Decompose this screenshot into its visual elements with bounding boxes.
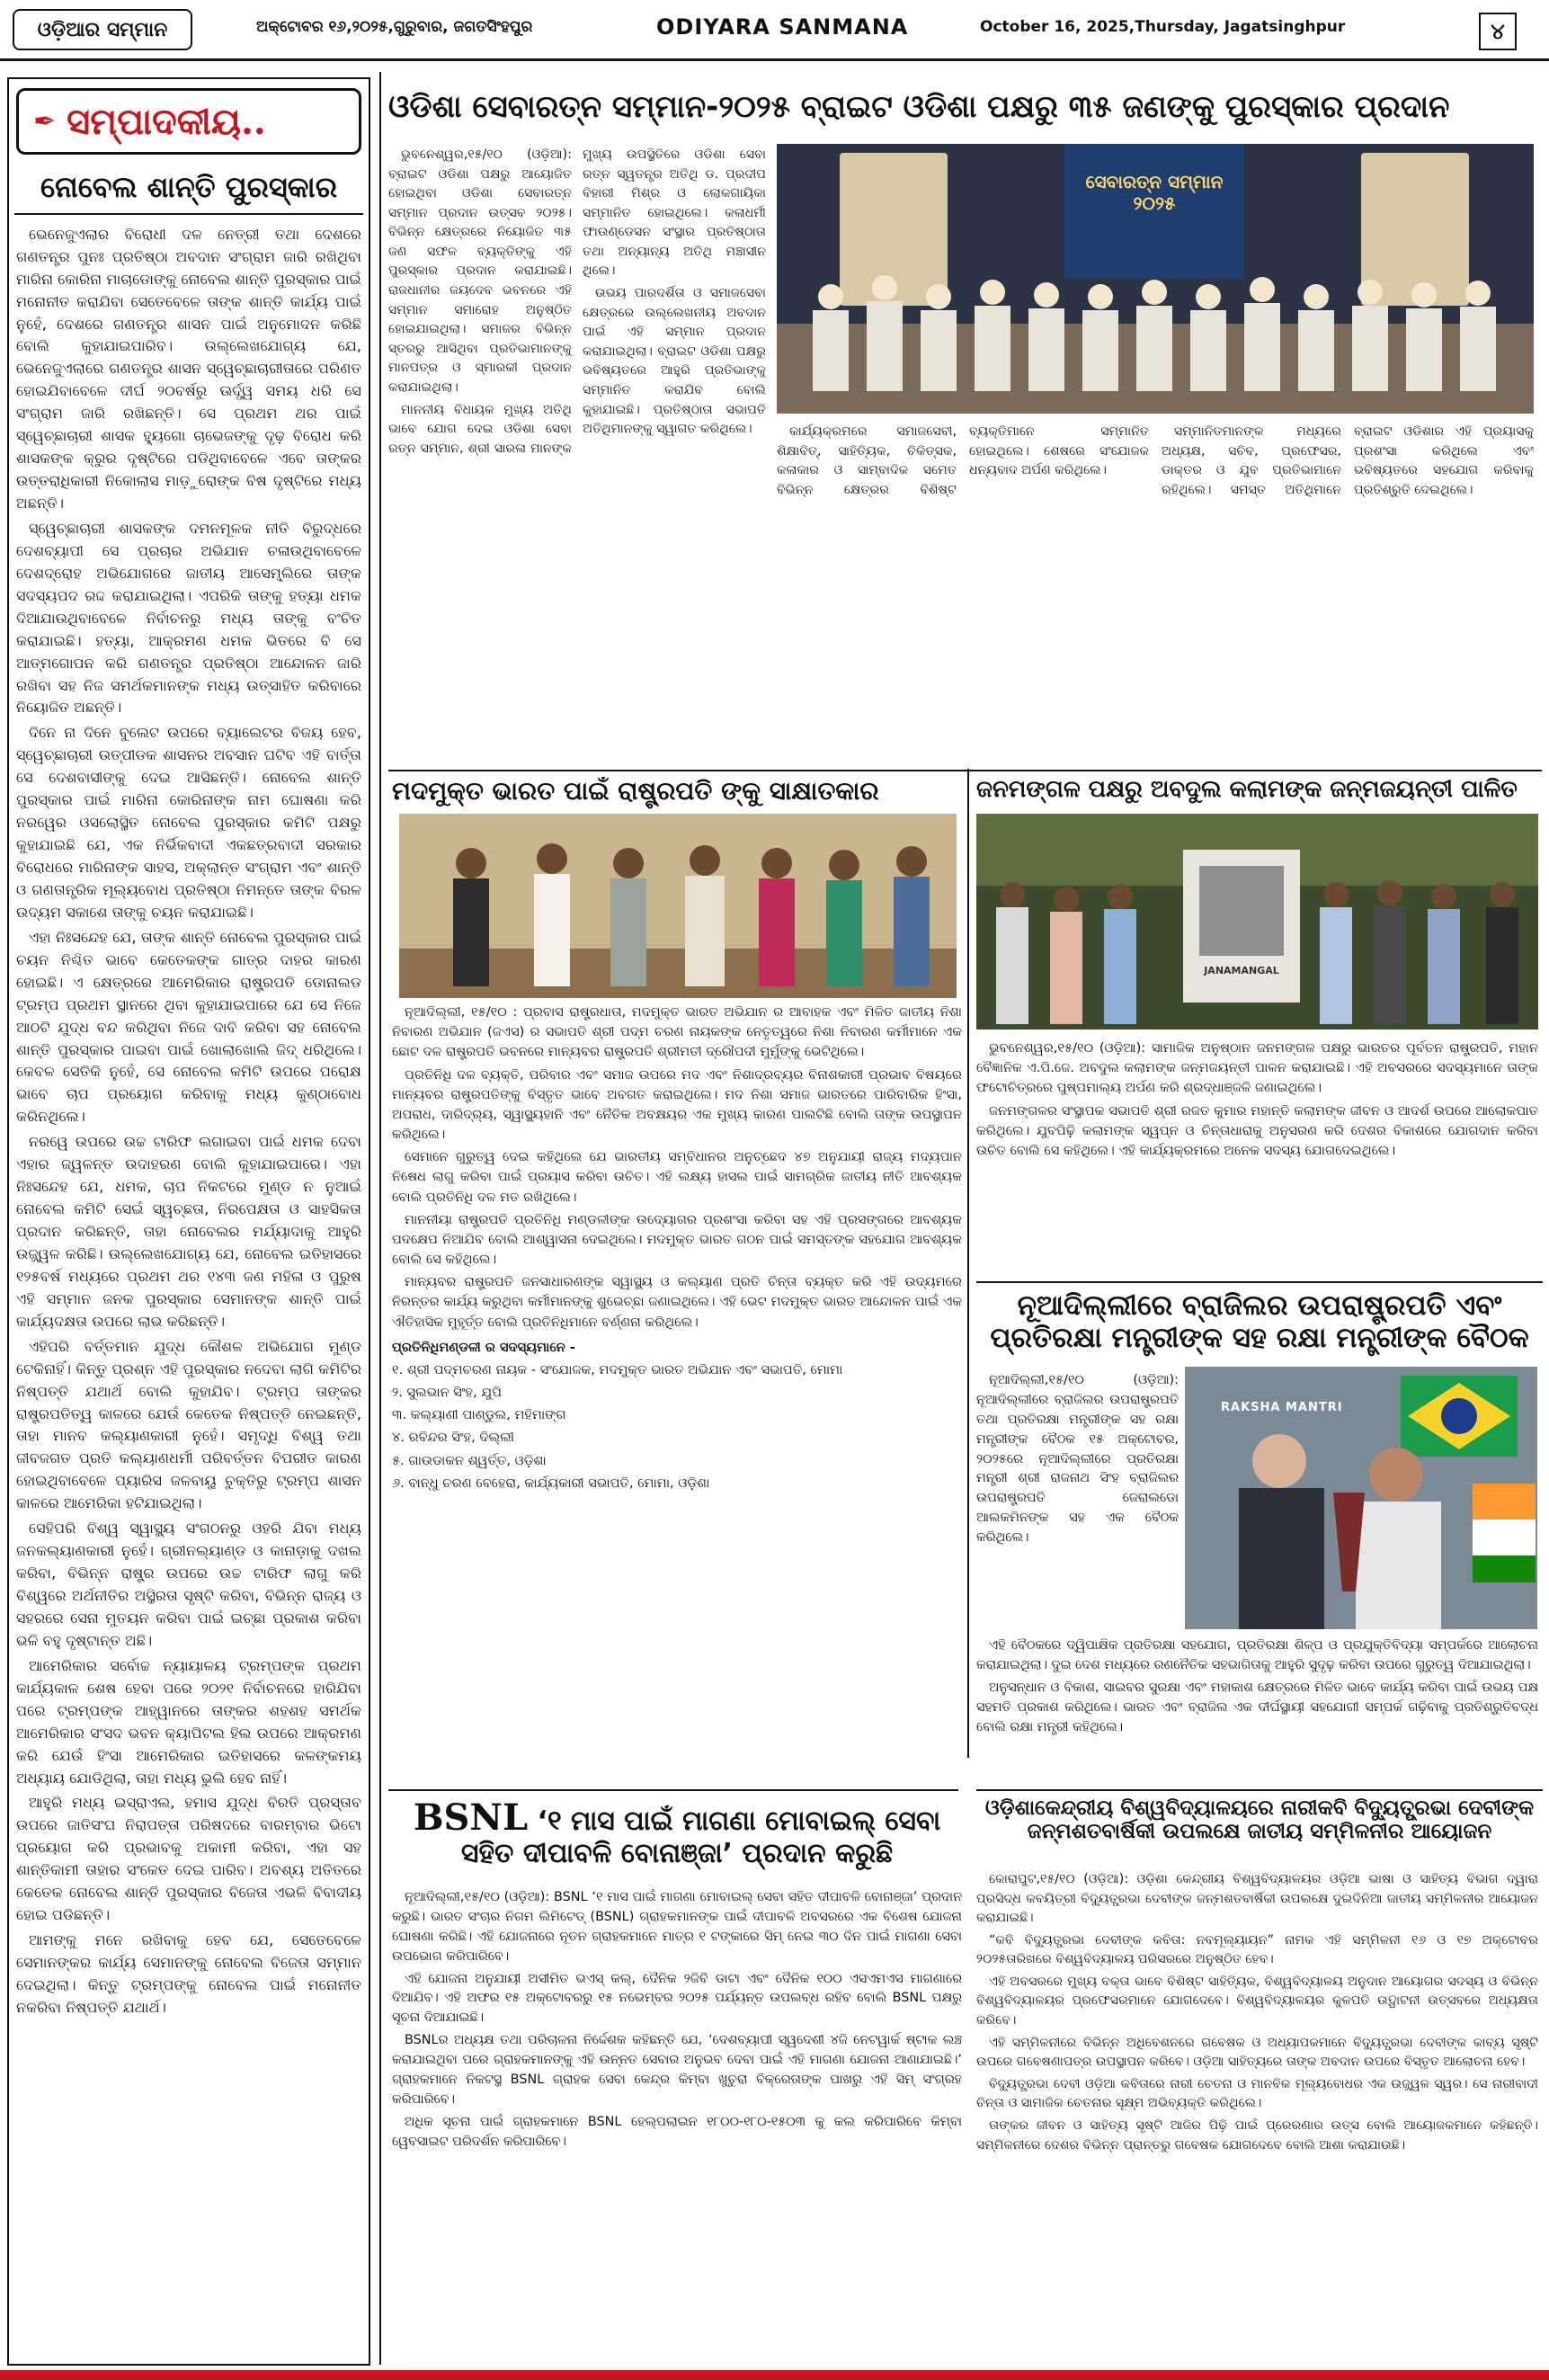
university-text [976,1870,1538,2363]
lead-headline: ଓଡିଶା ସେବାରତ୍ନ ସମ୍ମାନ-୨୦୨୫ ବ୍ରାଇଟ ଓଡିଶା ପକ୍ଷରୁ ୩୫ ଜଣଙ୍କୁ ପୁରସ୍କାର ପ୍ରଦାନ [388,90,1450,125]
quill-icon: ✒ [33,105,57,138]
list-item: ୩. କଲ୍ୟାଣୀ ପାଣ୍ଡୁଲ, ମହିମାଙ୍ଗ [392,1407,566,1423]
lead-paragraph: ଭୁବନେଶ୍ୱର,୧୫/୧୦ (ଓଡ଼ିଆ): ବ୍ରାଇଟ ଓଡିଶା ପକ୍ଷରୁ ଆୟୋଜିତ ହୋଇଥିବା ଓଡିଶା ସେବାରତ୍ନ ସମ୍ମାନ ପ୍ରଦାନ ଉତ୍ସବ ୨୦୨୫। ବିଭିନ୍ନ କ୍ଷେତ୍ରରେ ନିୟୋଜିତ ୩୫ ଜଣ ସଫଳ ବ୍ୟକ୍ତିଙ୍କୁ ଏହି ପୁରସ୍କାର ପ୍ରଦାନ କରାଯାଇଛି। ରାଜଧାନୀର ଜୟଦେବ ଭବନରେ ଏହି ସମ୍ମାନ ସମାରୋହ ଅନୁଷ୍ଠିତ ହୋଇଯାଇଥିଲା। ସମାଜର ବିଭିନ୍ନ ସ୍ତରରୁ ଆସିଥିବା ପ୍ରତିଭାମାନଙ୍କୁ ମାନପତ୍ର ଓ ସ୍ମାରକୀ ପ୍ରଦାନ କରାଯାଇଥିଲା। [388,147,572,395]
editorial-paragraph: ଏହିପରି ବର୍ତ୍ତମାନ ଯୁଦ୍ଧ କୌଶଳ ଅଭିଯୋଗ ମୁଣ୍ଡ ଟେକିନାହିଁ। କିନ୍ତୁ ପ୍ରଶ୍ନ ଏହି ପୁରସ୍କାର ନଦେବା ଲାଗି କମିଟିର ନିଷ୍ପତ୍ତି ଯଥାର୍ଥ ବୋଲି କୁହାଯିବ। ଟ୍ରମ୍ପ ତାଙ୍କର ରାଷ୍ଟ୍ରପତିତ୍ୱ କାଳରେ ଯେଉଁ କେତେକ ନିଷ୍ପତ୍ତି ନେଇଛନ୍ତି, ତାହା ମାନବ କଲ୍ୟାଣକାରୀ ନୁହେଁ। ସମୃଦ୍ଧି ବିଶ୍ୱ ତଥା ଜୀବଜଗତ ପ୍ରତି କଲ୍ୟାଣଧର୍ମୀ ପରିବର୍ତ୍ତନ ବିପରୀତ କାରଣ ହୋଇଥିବାବେଳେ ପ୍ୟାରିସ ଜଳବାୟୁ ଚୁକ୍ତିରୁ ଟ୍ରମ୍ପ ଶାସନ କାଳରେ ଆମେରିକା ହଟିଯାଇଥିଲା। [16,1337,361,1512]
bsnl-headline-text: ‘୧ ମାସ ପାଇଁ ମାଗଣା ମୋବାଇଲ୍ ସେବା ସହିତ ଦୀପାବଳି ବୋନାଞ୍ଜା’ ପ୍ରଦାନ କରୁଛି [460,1805,941,1869]
kalam-paragraph: ଜନମଙ୍ଗଳର ସଂସ୍ଥାପକ ସଭାପତି ଶ୍ରୀ ରଜତ କୁମାର ମହାନ୍ତି କଲାମଙ୍କ ଜୀବନ ଓ ଆଦର୍ଶ ଉପରେ ଆଲୋକପାତ କରିଥିଲେ। ଯୁବପିଢ଼ି କଲାମଙ୍କ ସ୍ୱପ୍ନ ଓ ଚିନ୍ତାଧାରାକୁ ଅନୁସରଣ କରି ଦେଶର ବିକାଶରେ ଯୋଗଦାନ କରିବା ଉଚିତ ବୋଲି ସେ କହିଥିଲେ। ଏହି କାର୍ଯ୍ୟକ୍ରମରେ ଅନେକ ସଦସ୍ୟ ଯୋଗଦେଇଥିଲେ। [976,1102,1538,1158]
president-paragraph: ମାନ୍ୟବର ରାଷ୍ଟ୍ରପତି ଜନସାଧାରଣଙ୍କ ସ୍ୱାସ୍ଥ୍ୟ ଓ କଲ୍ୟାଣ ପ୍ରତି ଚିନ୍ତା ବ୍ୟକ୍ତ କରି ଏହି ଉଦ୍ୟମରେ ନିରନ୍ତର କାର୍ଯ୍ୟ କରୁଥିବା କର୍ମୀମାନଙ୍କୁ ଶୁଭେଚ୍ଛା ଜଣାଇଥିଲେ। ଏହି ଭେଟ ମଦମୁକ୍ତ ଭାରତ ଆନ୍ଦୋଳନ ପାଇଁ ଏକ ଐତିହାସିକ ମୁହୂର୍ତ୍ତ ବୋଲି ପ୍ରତିନିଧିମାନେ ବର୍ଣ୍ଣନା କରିଥିଲେ। [392,1274,962,1330]
brazil-paragraph: ନୂଆଦିଲ୍ଲୀ,୧୫/୧୦ (ଓଡ଼ିଆ): ନୂଆଦିଲ୍ଲୀରେ ବ୍ରାଜିଲର ଉପରାଷ୍ଟ୍ରପତି ତଥା ପ୍ରତିରକ୍ଷା ମନ୍ତ୍ରୀଙ୍କ ସହ ରକ୍ଷା ମନ୍ତ୍ରୀଙ୍କ ବୈଠକ ୧୫ ଅକ୍ଟୋବର, ୨୦୨୫ରେ ନୂଆଦିଲ୍ଲୀରେ ପ୍ରତିରକ୍ଷା ମନ୍ତ୍ରୀ ଶ୍ରୀ ରାଜନାଥ ସିଂହ ବ୍ରାଜିଲର ଉପରାଷ୍ଟ୍ରପତି ଜେରାଲଡୋ ଆଲକମିନଙ୍କ ସହ ଏକ ବୈଠକ କରିଥିଲେ। [976,1373,1179,1546]
bsnl-paragraph: ଏହି ଯୋଜନା ଅନୁଯାୟୀ ଅସୀମିତ ଭଏସ୍ କଲ୍, ଦୈନିକ ୨ଜିବି ଡାଟା ଏବଂ ଦୈନିକ ୧୦୦ ଏସଏମଏସ ମାଗଣାରେ ଦିଆଯିବ। ଏହି ଅଫର ୧୫ ଅକ୍ଟୋବରରୁ ୧୫ ନଭେମ୍ବର ୨୦୨୫ ପର୍ଯ୍ୟନ୍ତ ଉପଲବ୍ଧ ରହିବ ବୋଲି BSNL ପକ୍ଷରୁ ସୂଚନା ଦିଆଯାଇଛି। [392,1971,962,2026]
editorial-paragraph: ଭେନେଜୁଏଲାର ବିରୋଧୀ ଦଳ ନେତ୍ରୀ ତଥା ଦେଶରେ ଗଣତନ୍ତ୍ର ପୁନଃ ପ୍ରତିଷ୍ଠା ଅବଦାନ ସଂଗ୍ରାମ ଜାରି ରଖିଥିବା ମାରିନା କୋରିନା ମାଚାଡୋଙ୍କୁ ନୋବେଲ ଶାନ୍ତି ପୁରସ୍କାର ପାଇଁ ମନୋନୀତ କରାଯିବା ସେତେବେଳେ ତାଙ୍କ ଶାନ୍ତି କାର୍ଯ୍ୟ ପାଇଁ ନୁହେଁ, ଦେଶରେ ଗଣତନ୍ତ୍ର ଶାସନ ପାଇଁ ଅନୁମୋଦନ କରିଛି ବୋଲି କୁହାଯାଇପାରିବ। ଉଲ୍ଲେଖଯୋଗ୍ୟ ଯେ, ଭେନେଜୁଏଲାରେ ଗଣତନ୍ତ୍ର ଶାସନ ସ୍ୱେଚ୍ଛାଚାରୀତାରେ ପରିଣତ ହୋଇଯିବାବେଳେ ଦୀର୍ଘ ୨୦ବର୍ଷରୁ ଊର୍ଦ୍ଧ୍ୱ ସମୟ ଧରି ସେ ସଂଗ୍ରାମ ଜାରି ରଖିଛନ୍ତି। ସେ ପ୍ରଥମ ଥର ପାଇଁ ସ୍ୱେଚ୍ଛାଚାରୀ ଶାସକ ହ୍ୟୁଗୋ ଚାଭେଜଙ୍କୁ ଦୃଢ଼ ବିରୋଧ କରି ଶାସକଙ୍କ କ୍ରୁର ଦୃଷ୍ଟିରେ ପଡିଥିବାବେଳେ ଏବେ ତାଙ୍କର ଉତ୍ତରାଧିକାରୀ ନିକୋଲାସ ମାଡ଼ୁରୋଙ୍କ ବିଷ ଦୃଷ୍ଟିରେ ମଧ୍ୟ ଅଛନ୍ତି। [16,225,361,513]
page-number: ୪ [1479,13,1517,50]
kalam-paragraph: ଭୁବନେଶ୍ୱର,୧୫/୧୦ (ଓଡ଼ିଆ): ସାମାଜିକ ଅନୁଷ୍ଠାନ ଜନମଙ୍ଗଳ ପକ୍ଷରୁ ଭାରତର ପୂର୍ବତନ ରାଷ୍ଟ୍ରପତି, ମହାନ ବୈଜ୍ଞାନିକ ଏ.ପି.ଜେ. ଅବଦୁଲ କଲାମଙ୍କ ଜନ୍ମଜୟନ୍ତୀ ପାଳନ କରାଯାଇଛି। ଏହି ଅବସରରେ ସଦସ୍ୟମାନେ ତାଙ୍କ ଫଟୋଚିତ୍ରରେ ପୁଷ୍ପମାଲ୍ୟ ଅର୍ପଣ କରି ଶ୍ରଦ୍ଧାଞ୍ଜଳି ଜଣାଇଥିଲେ। [976,1040,1538,1096]
lead-text-right [777,423,1534,766]
editorial-paragraph: ଆହୁରି ମଧ୍ୟ ଇସ୍ରାଏଲ, ହମାସ ଯୁଦ୍ଧ ବିରତି ପ୍ରସ୍ତାବ ଉପରେ ଜାତିସଂଘ ନିରାପତ୍ତା ପରିଷଦରେ ବାରମ୍ବାର ଭିଟୋ ପ୍ରୟୋଗ କରି ପ୍ରଭାବକୁ ଅକାମୀ କରିବା, ଏହା ସହ ଶାନ୍ତିକାମୀ ତାହାର ସଂକେତ ଦେଇ ପାରିବ। ଅବଶ୍ୟ ଅତିତରେ କେତେକ ନୋବେଲ ଶାନ୍ତି ପୁରସ୍କାର ବିଜେତା ଏଭଳି ବିବାଦୀୟ ହୋଇ ପଡିଛନ୍ତି। [16,1794,361,1924]
editorial-box [7,77,370,2366]
header-date-odia: ଅକ୍ଟୋବର ୧୬,୨୦୨୫,ଗୁରୁବାର, ଜଗତସିଂହପୁର [256,18,533,36]
university-paragraph: ତାଙ୍କର ଜୀବନ ଓ ସାହିତ୍ୟ ସୃଷ୍ଟି ଆଜିର ପିଢ଼ି ପାଇଁ ପ୍ରେରଣାର ଉତ୍ସ ବୋଲି ଆୟୋଜକମାନେ କହିଛନ୍ତି। ସମ୍ମିଳନୀରେ ଦେଶର ବିଭିନ୍ନ ପ୍ରାନ୍ତରୁ ଗବେଷକ ଯୋଗଦେବେ ବୋଲି ଆଶା କରାଯାଉଛି। [976,2117,1538,2153]
delegation-list-title: ପ୍ରତିନିଧିମଣ୍ଡଳୀ ର ସଦସ୍ୟମାନେ - [392,1339,575,1355]
editorial-paragraph: ଆମେରିକାର ସର୍ବୋଚ୍ଚ ନ୍ୟାୟାଳୟ ଟ୍ରମ୍ପଙ୍କ ପ୍ରଥମ କାର୍ଯ୍ୟକାଳ ଶେଷ ହେବା ପରେ ୨୦୨୧ ନିର୍ବାଚନରେ ହାରିଯିବା ପରେ ଟ୍ରମ୍ପଙ୍କ ଆହ୍ୱାନରେ ତାଙ୍କର ଶହଶହ ସମର୍ଥକ ଆମେରିକାର ସଂସଦ ଭବନ କ୍ୟାପିଟଲ ହିଲ ଉପରେ ଆକ୍ରମଣ କରି ଯେଉଁ ହିଂସା ଆମେରିକାର ଇତିହାସରେ କଳଙ୍କମୟ ଅଧ୍ୟାୟ ଯୋଡିଥିଲା, ତାହା ମଧ୍ୟ ଭୁଲି ହେବ ନାହିଁ। [16,1656,361,1787]
column-divider [379,72,381,2365]
brazil-text-bottom [976,1636,1538,1758]
section-divider [976,1789,1543,1791]
bsnl-text [392,1888,962,2363]
bsnl-headline [396,1796,958,1883]
editorial-title: ସମ୍ପାଦକୀୟ.. [67,100,266,143]
brazil-headline: ନୂଆଦିଲ୍ଲୀରେ ବ୍ରାଜିଲର ଉପରାଷ୍ଟ୍ରପତି ଏବଂ ପ୍ରତିରକ୍ଷା ମନ୍ତ୍ରୀଙ୍କ ସହ ରକ୍ଷା ମନ୍ତ୍ରୀଙ୍କ ବୈଠକ [990,1290,1529,1354]
university-headline: ଓଡ଼ିଶାକେନ୍ଦ୍ରୀୟ ବିଶ୍ୱବିଦ୍ୟାଳୟରେ ନାରୀକବି ବିଦ୍ୟୁତ୍ପ୍ରଭା ଦେବୀଙ୍କ ଜନ୍ମଶତବାର୍ଷିକୀ ଉପଲକ୍ଷେ ଜାତୀୟ ସମ୍ମିଳନୀର ଆୟୋଜନ [984,1796,1535,1844]
paper-name: ODIYARA SANMANA [656,14,909,40]
list-item: ୧. ଶ୍ରୀ ପଦ୍ମଚରଣ ନାୟକ - ସଂଯୋଜକ, ମଦମୁକ୍ତ ଭାରତ ଅଭିଯାନ ଏବଂ ସଭାପତି, ମୋମା [392,1361,843,1377]
university-paragraph: ଏହି ଅବସରରେ ମୁଖ୍ୟ ବକ୍ତା ଭାବେ ବିଶିଷ୍ଟ ସାହିତ୍ୟିକ, ବିଶ୍ୱବିଦ୍ୟାଳୟ ଅନୁଦାନ ଆୟୋଗର ସଦସ୍ୟ ଓ ବିଭିନ୍ନ ବିଶ୍ୱବିଦ୍ୟାଳୟର ପ୍ରଫେସରମାନେ ଯୋଗଦେବେ। ବିଶ୍ୱବିଦ୍ୟାଳୟର କୁଳପତି ଉଦ୍ଘାଟନୀ ଉତ୍ସବରେ ଅଧ୍ୟକ୍ଷତା କରିବେ। [976,1974,1538,2028]
university-paragraph: ଏହି ସମ୍ମିଳନୀରେ ବିଭିନ୍ନ ଅଧିବେଶନରେ ଗବେଷକ ଓ ଅଧ୍ୟାପକମାନେ ବିଦ୍ୟୁତ୍ପ୍ରଭା ଦେବୀଙ୍କ କାବ୍ୟ ସୃଷ୍ଟି ଉପରେ ଗବେଷଣାପତ୍ର ଉପସ୍ଥାପନ କରିବେ। ଓଡ଼ିଆ ସାହିତ୍ୟରେ ତାଙ୍କ ଅବଦାନ ଉପରେ ବିସ୍ତୃତ ଆଲୋଚନା ହେବ। [976,2035,1538,2070]
banner-in-photo: JANAMANGAL [1204,965,1279,976]
lead-paragraph: କାର୍ଯ୍ୟକ୍ରମରେ ସମାଜସେବୀ, ଶିକ୍ଷାବିତ୍, ସାହିତ୍ୟିକ, ଚିକିତ୍ସକ, କଳାକାର ଓ ସାମ୍ବାଦିକ ସମେତ ବିଭିନ୍ନ କ୍ଷେତ୍ରର ବିଶିଷ୍ଟ ବ୍ୟକ୍ତିମାନେ ସମ୍ମାନିତ ହୋଇଥିଲେ। ଶେଷରେ ସଂଯୋଜକ ଧନ୍ୟବାଦ ଅର୍ପଣ କରିଥିଲେ। [777,424,1149,497]
lead-paragraph: ଉଭୟ ପାରଦର୍ଶିତା ଓ ସମାଜସେବା କ୍ଷେତ୍ରରେ ଉଲ୍ଲେଖନୀୟ ଅବଦାନ ପାଇଁ ଏହି ସମ୍ମାନ ପ୍ରଦାନ କରାଯାଇଥିଲା। ବ୍ରାଇଟ ଓଡିଶା ପକ୍ଷରୁ ଭବିଷ୍ୟତରେ ଆହୁରି ପ୍ରତିଭାଙ୍କୁ ସମ୍ମାନିତ କରାଯିବ ବୋଲି କୁହାଯାଇଛି। ପ୍ରତିଷ୍ଠାତା ସଭାପତି ଅତିଥିମାନଙ୍କୁ ସ୍ୱାଗତ କରିଥିଲେ। [583,286,766,437]
kalam-tribute-image [976,814,1538,1030]
header-date-en: October 16, 2025,Thursday, Jagatsinghpur [980,18,1346,36]
editorial-paragraph: ନରୱେ ଉପରେ ଉଚ୍ଚ ଟାରିଫ ଲଗାଇବା ପାଇଁ ଧମକ ଦେବା ଏହାର ଜ୍ୱଳନ୍ତ ଉଦାହରଣ ବୋଲି କୁହାଯାଇପାରେ। ଏହା ନିଃସନ୍ଦେହ ଯେ, ଧମକ, ଚାପ ନିକଟରେ ମୁଣ୍ଡ ନ ନୁଆଇଁ ନୋବେଲ କମିଟି ସେଇଁ ସ୍ୱଚ୍ଛତା, ନିରପେକ୍ଷତା ଓ ସାହସିକତା ପ୍ରଦାନ କରିଛନ୍ତି, ତାହା ନୋବେଲର ମର୍ଯ୍ୟାଦାକୁ ଆହୁରି ଉଜ୍ଜ୍ୱଳ କରିଛି। ଉଲ୍ଲେଖଯୋଗ୍ୟ ଯେ, ନୋବେଲ ଇତିହାସରେ ୧୨୫ବର୍ଷ ମଧ୍ୟରେ ପ୍ରଥମ ଥର ୧୪୩ ଜଣ ମହିଳା ଓ ପୁରୁଷ ଏହି ସମ୍ମାନ ଜନକ ପୁରସ୍କାର ସେମାନଙ୍କ ଶାନ୍ତି ପାଇଁ କାର୍ଯ୍ୟଦକ୍ଷତା ଉପରେ ଲାଭ କରିଛନ୍ତି। [16,1133,361,1330]
bsnl-paragraph: ନୂଆଦିଲ୍ଲୀ,୧୫/୧୦ (ଓଡ଼ିଆ): BSNL ‘୧ ମାସ ପାଇଁ ମାଗଣା ମୋବାଇଲ୍ ସେବା ସହିତ ଦୀପାବଳି ବୋନାଞ୍ଜା’ ପ୍ରଦାନ କରୁଛି। ଭାରତ ସଂଚାର ନିଗମ ଲିମିଟେଡ୍ (BSNL) ଗ୍ରାହକମାନଙ୍କ ପାଇଁ ଦୀପାବଳି ଅବସରରେ ଏକ ବିଶେଷ ଯୋଜନା ଘୋଷଣା କରିଛି। ଏହି ଯୋଜନାରେ ନୂତନ ଗ୍ରାହକମାନେ ମାତ୍ର ୧ ଟଙ୍କାରେ ସିମ୍ ନେଇ ୩୦ ଦିନ ପାଇଁ ମାଗଣା ସେବା ଉପଭୋଗ କରିପାରିବେ। [392,1890,962,1964]
brazil-photo [1185,1367,1537,1629]
president-photo [399,814,957,998]
brazil-text-left [976,1371,1179,1659]
editorial-paragraph: ଏହା ନିଃସନ୍ଦେହ ଯେ, ତାଙ୍କ ଶାନ୍ତି ନୋବେଲ ପୁରସ୍କାର ପାଇଁ ଚୟନ ନିଶ୍ଚିତ ଭାବେ କେତେକଙ୍କ ଗାତ୍ର ଦାହର କାରଣ ହୋଇଛି। ଏ କ୍ଷେତ୍ରରେ ଆମେରିକାର ରାଷ୍ଟ୍ରପତି ଡୋନାଲଡ ଟ୍ରମ୍ପ ପ୍ରଥମ ସ୍ଥାନରେ ଥିବା କୁହାଯାଇପାରେ ଯେ ସେ ନିଜେ ଆଠଟି ଯୁଦ୍ଧ ବନ୍ଦ କରିଥିବା ନିଜେ ଦାବି କରିବା ସହ ନୋବେଲ ଶାନ୍ତି ପୁରସ୍କାର ପାଇବା ପାଇଁ ଖୋଲାଖୋଲି ଜିଦ୍ ଧରିଥିଲେ। କେବଳ ସେତିକି ନୁହେଁ, ସେ ନୋବେଲ କମିଟି ଉପରେ ପରୋକ୍ଷ ଭାବେ ଚାପ ପ୍ରୟୋଗ କରିବାକୁ ମଧ୍ୟ କୁଣ୍ଠାବୋଧ କରିନଥିଲେ। [16,928,361,1126]
editorial-headline: ନୋବେଲ ଶାନ୍ତି ପୁରସ୍କାର [14,171,363,215]
list-item: ୬. ବାନ୍ଧୁ ଚରଣ ବେହେରା, କାର୍ଯ୍ୟକାରୀ ସଭାପତି, ମୋମା, ଓଡ଼ିଶା [392,1475,710,1491]
photo-banner-text: ସେବାରତ୍ନ ସମ୍ମାନ ୨୦୨୫ [1085,171,1224,214]
list-item: ୪. ରବିନ୍ଦର ସିଂହ, ଦିଲ୍ଲୀ [392,1430,515,1446]
column-divider [967,769,969,1758]
bsnl-headline-prefix: BSNL [413,1796,529,1839]
president-paragraph: ମାନନୀୟା ରାଷ୍ଟ୍ରପତି ପ୍ରତିନିଧି ମଣ୍ଡଳୀଙ୍କ ଉଦ୍ୟୋଗର ପ୍ରଶଂସା କରିବା ସହ ଏହି ପ୍ରସଙ୍ଗରେ ଆବଶ୍ୟକ ପଦକ୍ଷେପ ନିଆଯିବ ବୋଲି ଆଶ୍ୱାସନା ଦେଇଥିଲେ। ମଦମୁକ୍ତ ଭାରତ ଗଠନ ପାଇଁ ସମସ୍ତଙ୍କ ସହଯୋଗ ଆବଶ୍ୟକ ବୋଲି ସେ କହିଥିଲେ। [392,1211,962,1268]
masthead-logo: ଓଡ଼ିଆର ସମ୍ମାନ [13,9,192,50]
lead-photo [777,144,1534,414]
president-paragraph: ପ୍ରତିନିଧି ଦଳ ବ୍ୟକ୍ତି, ପରିବାର ଏବଂ ସମାଜ ଉପରେ ମଦ ଏବଂ ନିଶାଦ୍ରବ୍ୟର ବିନାଶକାରୀ ପ୍ରଭାବ ବିଷୟରେ ମାନ୍ୟବର ରାଷ୍ଟ୍ରପତିଙ୍କୁ ବିସ୍ତୃତ ଭାବେ ଅବଗତ କରାଇଥିଲେ। ମଦ ନିଶା ସମାଜ ଭାରତରେ ପାରିବାରିକ ହିଂସା, ଅପରାଧ, ଦାରିଦ୍ର୍ୟ, ସ୍ୱାସ୍ଥ୍ୟହାନି ଏବଂ ନୈତିକ ଅବକ୍ଷୟର ଏକ ମୁଖ୍ୟ କାରଣ ପାଲଟିଛି ବୋଲି ତାଙ୍କ ଉପସ୍ଥାପନ କରିଥିଲେ। [392,1066,962,1143]
kalam-text [976,1038,1538,1277]
section-divider [388,770,1542,771]
list-item: ୫. ଗାଉଡାକନ ଶ୍ୱର୍ତ୍ତ, ଓଡ଼ିଶା [392,1452,547,1468]
president-paragraph: ସେମାନେ ଗୁରୁତ୍ୱ ଦେଇ କହିଥିଲେ ଯେ ଭାରତୀୟ ସମ୍ବିଧାନର ଅନୁଚ୍ଛେଦ ୪୭ ଅନୁଯାୟୀ ରାଜ୍ୟ ମଦ୍ୟପାନ ନିଷେଧ ଲାଗୁ କରିବା ପାଇଁ ପ୍ରୟାସ କରିବା ଉଚିତ। ଏହି ଲକ୍ଷ୍ୟ ହାସଲ ପାଇଁ ସାମଗ୍ରିକ ଜାତୀୟ ନୀତି ଆବଶ୍ୟକ ବୋଲି ପ୍ରତିନିଧି ଦଳ ମତ ରଖିଥିଲେ। [392,1149,962,1205]
bsnl-paragraph: BSNLର ଅଧ୍ୟକ୍ଷ ତଥା ପରିଚାଳନା ନିର୍ଦ୍ଦେଶକ କହିଛନ୍ତି ଯେ, ‘ଦେଶବ୍ୟାପୀ ସ୍ୱଦେଶୀ ୪ଜି ନେଟୱାର୍କ ଷ୍ଟାକ ଲଞ୍ଚ କରାଯାଇଥିବା ପରେ ଗ୍ରାହକମାନଙ୍କୁ ଏହି ଉନ୍ନତ ସେବାର ଅନୁଭବ ଦେବା ପାଇଁ ଏହି ମାଗଣା ଯୋଜନା ଆଣାଯାଇଛି।’ ଗ୍ରାହକମାନେ ନିକଟସ୍ଥ BSNL ଗ୍ରାହକ ସେବା କେନ୍ଦ୍ର କିମ୍ବା ଖୁଚୁରା ବିକ୍ରେତାଙ୍କ ପାଖରୁ ଏହି ସିମ୍ ସଂଗ୍ରହ କରିପାରିବେ। [392,2033,962,2107]
editorial-paragraph: ସେହିପରି ବିଶ୍ୱ ସ୍ୱାସ୍ଥ୍ୟ ସଂଗଠନରୁ ଓହରି ଯିବା ମଧ୍ୟ ଜନକଲ୍ୟାଣକାରୀ ନୁହେଁ। ଗ୍ରୀନଲ୍ୟାଣ୍ଡ ଓ କାନାଡ଼ାକୁ ଦଖଲ କରିବା, ବିଭିନ୍ନ ରାଷ୍ଟ୍ର ଉପରେ ଉଚ୍ଚ ଟାରିଫ ଲାଗୁ କରି ବିଶ୍ୱରେ ଅର୍ଥନୀତିର ଅସ୍ଥିରତା ସୃଷ୍ଟି କରିବା, ବିଭିନ୍ନ ରାଜ୍ୟ ଓ ସହରରେ ସେନା ମୁତୟନ କରିବା ପାଇଁ ଇଚ୍ଛା ପ୍ରକାଶ କରିବା ଭଳି ବହୁ ଦୃଷ୍ଟାନ୍ତ ଅଛି। [16,1520,361,1649]
section-divider [976,1281,1543,1283]
president-meeting-image [399,814,957,998]
kalam-photo [976,814,1538,1030]
president-paragraph: ନୂଆଦିଲ୍ଲୀ, ୧୫/୧୦ : ପ୍ରବାସ ରାଷ୍ଟ୍ରଧାତା, ମଦମୁକ୍ତ ଭାରତ ଅଭିଯାନ ର ଆବାହକ ଏବଂ ମିଳିତ ଜାତୀୟ ନିଶା ନିବାରଣ ଅଭିଯାନ (ଜଏସ) ର ସଭାପତି ଶ୍ରୀ ପଦ୍ମ ଚରଣ ନାୟକଙ୍କ ନେତୃତ୍ୱରେ ନିଶା ନିବାରଣ କର୍ମୀମାନେ ଏକ ଛୋଟ ଦଳ ରାଷ୍ଟ୍ରପତି ଭବନରେ ମାନ୍ୟବର ରାଷ୍ଟ୍ରପତି ଶ୍ରୀମତୀ ଦ୍ରୌପଦୀ ମୁର୍ମୁଙ୍କୁ ଭେଟିଥିଲେ। [392,1004,962,1060]
bsnl-paragraph: ଅଧିକ ସୂଚନା ପାଇଁ ଗ୍ରାହକମାନେ BSNL ହେଲ୍ପଲାଇନ ୧୮୦୦-୧୮୦-୧୫୦୩ କୁ କଲ କରିପାରିବେ କିମ୍ବା ୱେବସାଇଟ ପରିଦର୍ଶନ କରିପାରିବେ। [392,2114,962,2149]
university-paragraph: କୋରାପୁଟ,୧୫/୧୦ (ଓଡ଼ିଆ): ଓଡ଼ିଶା କେନ୍ଦ୍ରୀୟ ବିଶ୍ୱବିଦ୍ୟାଳୟର ଓଡ଼ିଆ ଭାଷା ଓ ସାହିତ୍ୟ ବିଭାଗ ଦ୍ୱାରା ପ୍ରସିଦ୍ଧ କବୟିତ୍ରୀ ବିଦ୍ୟୁତ୍ପ୍ରଭା ଦେବୀଙ୍କ ଜନ୍ମଶତବାର୍ଷିକୀ ଉପଲକ୍ଷେ ଦୁଇଦିନିଆ ଜାତୀୟ ସମ୍ମିଳନୀର ଆୟୋଜନ କରାଯାଇଛି। [976,1872,1538,1926]
brazil-paragraph: ଅନୁସନ୍ଧାନ ଓ ବିକାଶ, ସାଇବର ସୁରକ୍ଷା ଏବଂ ମହାକାଶ କ୍ଷେତ୍ରରେ ମିଳିତ ଭାବେ କାର୍ଯ୍ୟ କରିବା ପାଇଁ ଉଭୟ ପକ୍ଷ ସହମତି ପ୍ରକାଶ କରିଥିଲେ। ଭାରତ ଏବଂ ବ୍ରାଜିଲ ଏକ ଦୀର୍ଘସ୍ଥାୟୀ ସହଯୋଗୀ ସମ୍ପର୍କ ଗଢ଼ିବାକୁ ପ୍ରତିଶ୍ରୁତିବଦ୍ଧ ବୋଲି ରକ୍ଷା ମନ୍ତ୍ରୀ କହିଥିଲେ। [976,1680,1538,1734]
delegation-list [392,1338,962,1493]
editorial-banner [16,88,361,155]
lead-headline-bar [388,90,1542,135]
footer-bar [0,2370,1549,2380]
university-paragraph: ବିଦ୍ୟୁତ୍ପ୍ରଭା ଦେବୀ ଓଡ଼ିଆ କବିତାରେ ନାରୀ ଚେତନା ଓ ମାନବିକ ମୂଲ୍ୟବୋଧର ଏକ ଉଜ୍ଜ୍ୱଳ ସ୍ୱର। ସେ ନାରୀବାଦୀ ଚିନ୍ତା ଓ ସାମାଜିକ ଚେତନାର ସୂକ୍ଷ୍ମ ଅଭିବ୍ୟକ୍ତି କରିଥିଲେ। [976,2076,1538,2111]
photo-text: RAKSHA MANTRI [1221,1401,1343,1414]
editorial-paragraph: ଆମଙ୍କୁ ମନେ ରଖିବାକୁ ହେବ ଯେ, ସେତେବେଳେ ସେମାନଙ୍କର କାର୍ଯ୍ୟ ସେମାନଙ୍କୁ ନୋବେଲ ବିଜେତା ସମ୍ମାନ ଦେଇଥିଲା। କିନ୍ତୁ ଟ୍ରମ୍ପଙ୍କୁ ନୋବେଲ ପାଇଁ ମନୋନୀତ ନକରିବା ନିଷ୍ପତ୍ତି ଯଥାର୍ଥ। [16,1931,361,2016]
lead-paragraph: ମାନନୀୟ ବିଧାୟକ ମୁଖ୍ୟ ଅତିଥି ଭାବେ ଯୋଗ ଦେଇ ଓଡିଶା ସେବା ରତ୍ନ ସମ୍ମାନ, ଶ୍ରୀ ସାରଳା ମାନଙ୍କ ମୁଖ୍ୟ ଉପସ୍ଥିତିରେ ଓଡିଶା ସେବା ରତ୍ନ ସ୍ୱତନ୍ତ୍ର ଅତିଥି ଡ. ପ୍ରଦୀପ ବିହାରୀ ମିଶ୍ର ଓ ଲୋକଗାୟିକା ସମ୍ମାନିତ ହୋଇଥିଲେ। କଳାଧର୍ମୀ ଫାଉଣ୍ଡେସନ ସଂସ୍ଥାର ପ୍ରତିଷ୍ଠାତା ତଥା ଅନ୍ୟାନ୍ୟ ଅତିଥି ମଞ୍ଚାସୀନ ଥିଲେ। [388,147,766,456]
kalam-headline: ଜନମଙ୍ଗଳ ପକ୍ଷରୁ ଅବଦୁଲ କଲାମଙ୍କ ଜନ୍ମଜୟନ୍ତୀ ପାଳିତ [976,777,1518,803]
president-text [392,1003,962,1776]
section-divider [388,1789,958,1791]
list-item: ୨. ସୁଲଭାନ ସିଂହ, ଯୁପି [392,1385,503,1401]
page-header [0,0,1549,61]
brazil-paragraph: ଏହି ବୈଠକରେ ଦ୍ୱିପାକ୍ଷିକ ପ୍ରତିରକ୍ଷା ସହଯୋଗ, ପ୍ରତିରକ୍ଷା ଶିଳ୍ପ ଓ ପ୍ରଯୁକ୍ତିବିଦ୍ୟା ସମ୍ପର୍କରେ ଆଲୋଚନା କରାଯାଇଥିଲା। ଦୁଇ ଦେଶ ମଧ୍ୟରେ ରଣନୈତିକ ସହଭାଗିତାକୁ ଆହୁରି ସୁଦୃଢ଼ କରିବା ଉପରେ ଗୁରୁତ୍ୱ ଦିଆଯାଇଥିଲା। [976,1638,1538,1672]
president-headline: ମଦମୁକ୍ତ ଭାରତ ପାଇଁ ରାଷ୍ଟ୍ରପତି ଙ୍କୁ ସାକ୍ଷାତକାର [392,777,879,806]
lead-paragraph: ସମ୍ମାନିତମାନଙ୍କ ମଧ୍ୟରେ ଅଧ୍ୟକ୍ଷ, ସଚିବ, ପ୍ରଫେସର, ଡାକ୍ତର ଓ ଯୁବ ପ୍ରତିଭାମାନେ ରହିଥିଲେ। ସମସ୍ତ ଅତିଥିମାନେ ବ୍ରାଇଟ ଓଡିଶାର ଏହି ପ୍ରୟାସକୁ ପ୍ରଶଂସା କରିଥିଲେ ଏବଂ ଭବିଷ୍ୟତରେ ସହଯୋଗ କରିବାକୁ ପ୍ରତିଶ୍ରୁତି ଦେଇଥିଲେ। [1162,424,1534,497]
editorial-paragraph: ଦିନେ ନା ଦିନେ ବୁଲେଟ ଉପରେ ବ୍ୟାଲେଟର ବିଜୟ ହେବ, ସ୍ୱେଚ୍ଛାଚାରୀ ଉତ୍ପୀଡକ ଶାସନର ଅବସାନ ଘଟିବ ଏହି ବାର୍ତ୍ତା ସେ ଦେଶବାସୀଙ୍କୁ ଦେଇ ଆସିଛନ୍ତି। ନୋବେଲ ଶାନ୍ତି ପୁରସ୍କାର ପାଇଁ ମାରିନା କୋରିନାଙ୍କ ନାମ ଘୋଷଣା କରି ନରୱେର ଓସଲୋସ୍ଥିତ ନୋବେଲ ପୁରସ୍କାର କମିଟି ପକ୍ଷରୁ କୁହାଯାଇଛି ଯେ, ଏକ ନିର୍ଭିକବାଦୀ ଏକଛତ୍ରବାଦୀ ସରକାର ବିରୋଧରେ ମାରିନାଙ୍କ ସାହସ, ଅକ୍ଲାନ୍ତ ସଂଗ୍ରାମ ଏବଂ ଶାନ୍ତି ଓ ଗଣତାନ୍ତ୍ରିକ ମୂଲ୍ୟବୋଧ ପ୍ରତିଷ୍ଠା ନିମନ୍ତେ ତାଙ୍କ ବିରଳ ଉଦ୍ୟମ ସକାଶେ ତାଙ୍କୁ ଚୟନ କରାଯାଇଛି। [16,724,361,921]
lead-text-left [388,146,766,766]
editorial-paragraph: ସ୍ୱେଚ୍ଛାଚାରୀ ଶାସକଙ୍କ ଦମନମୂଳକ ନୀତି ବିରୁଦ୍ଧରେ ଦେଶବ୍ୟାପୀ ସେ ପ୍ରଚାର ଅଭିଯାନ ଚଳାଉଥିବାବେଳେ ଦେଶଦ୍ରୋହ ଅଭିଯୋଗରେ ଜାତୀୟ ଆସେମ୍ବ୍ଲିରେ ତାଙ୍କ ସଦସ୍ୟପଦ ରଦ୍ଦ କରାଯାଇଥିଲା। ଏପରିକି ତାଙ୍କୁ ହତ୍ୟା ଧମକ ଦିଆଯାଉଥିବାବେଳେ ନିର୍ବାଚନରୁ ମଧ୍ୟ ତାଙ୍କୁ ବଂଚିତ କରାଯାଇଛି। ହତ୍ୟା, ଆକ୍ରମଣ ଧମକ ଭିତରେ ବି ସେ ଆତ୍ମଗୋପନ କରି ଗଣତନ୍ତ୍ର ପ୍ରତିଷ୍ଠା ଆନ୍ଦୋଳନ ଜାରି ରଖିବା ସହ ନିଜ ସମର୍ଥକମାନଙ୍କ ମଧ୍ୟ ଉତ୍ସାହିତ କରିବାରେ ନିୟୋଜିତ ଅଛନ୍ତି। [16,519,361,717]
editorial-body [9,224,369,2019]
university-paragraph: “କବି ବିଦ୍ୟୁତ୍ପ୍ରଭା ଦେବୀଙ୍କ କବିତା: ନବମୂଲ୍ୟାୟନ” ନାମକ ଏହି ସମ୍ମିଳନୀ ୧୬ ଓ ୧୭ ଅକ୍ଟୋବର ୨୦୨୫ତାରିଖରେ ବିଶ୍ୱବିଦ୍ୟାଳୟ ପରିସରରେ ଅନୁଷ୍ଠିତ ହେବ। [976,1932,1538,1967]
